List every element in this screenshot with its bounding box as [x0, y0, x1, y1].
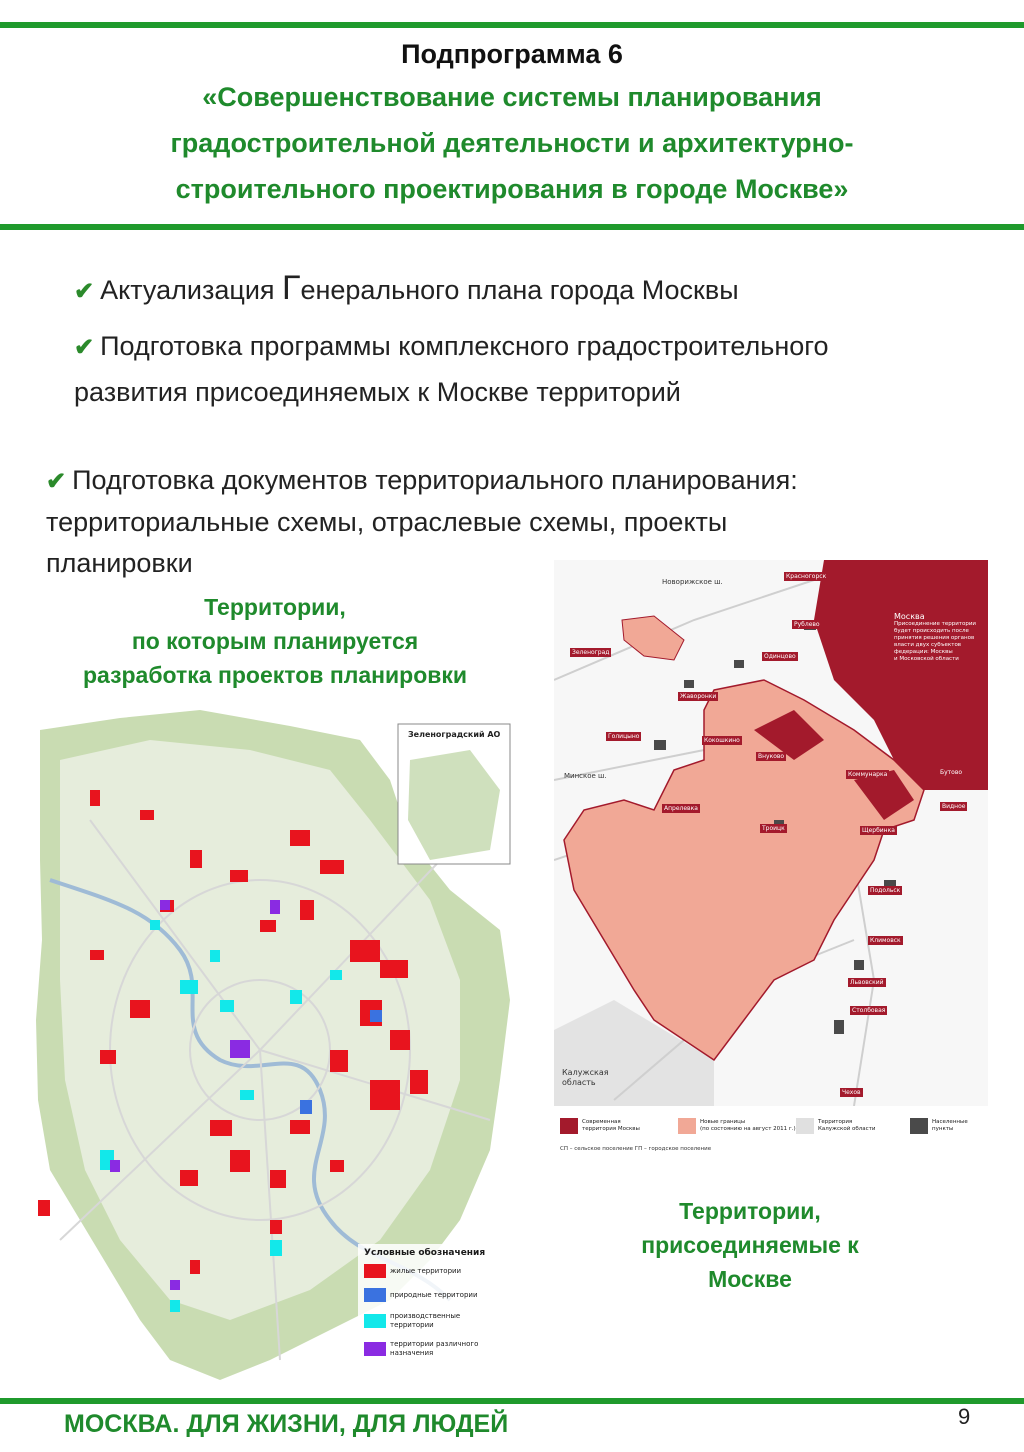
swatch-moscow	[560, 1118, 578, 1134]
legend-item-residential	[364, 1264, 506, 1278]
bullet-1-post: енерального плана города Москвы	[300, 275, 739, 305]
inset-label: Зеленоградский АО	[408, 730, 501, 739]
region-label	[562, 1068, 609, 1088]
place-label: Столбовая	[852, 1007, 886, 1014]
place-label: Чехов	[842, 1089, 861, 1096]
swatch-natural	[364, 1288, 386, 1302]
place-label: Рублево	[794, 621, 820, 628]
legend-label-various	[390, 1340, 478, 1358]
legend-label-various-2: назначения	[390, 1349, 434, 1357]
top-rule	[0, 22, 1024, 28]
caption-right-line-1: Территории,	[679, 1198, 821, 1224]
bullet-3-line-3: планировки	[46, 548, 193, 578]
legend-label-kaluga	[818, 1119, 875, 1133]
place-label: Апрелевка	[664, 805, 698, 812]
title-rule	[0, 224, 1024, 230]
moscow-note-line: будет происходить после	[894, 628, 969, 634]
legend-label-production	[390, 1312, 460, 1330]
place-label: Кокошкино	[704, 737, 740, 744]
left-legend-title: Условные обозначения	[364, 1248, 486, 1258]
legend-item-various	[364, 1340, 506, 1358]
svg-text:Новорижское ш.: Новорижское ш.	[662, 578, 723, 586]
page-title	[0, 34, 1024, 212]
swatch-residential	[364, 1264, 386, 1278]
caption-left-line-3: разработка проектов планировки	[82, 662, 468, 688]
legend-label-new-borders-1: Новые границы	[700, 1119, 746, 1125]
moscow-note-line: Присоединение территории	[894, 621, 976, 627]
left-legend	[364, 1248, 506, 1358]
legend-label-new-borders-2: (по состоянию на август 2011 г.)	[700, 1126, 796, 1132]
bullet-3-line-1: Подготовка документов территориального планирования:	[72, 465, 798, 495]
caption-planning-territories	[40, 590, 510, 692]
swatch-production	[364, 1314, 386, 1328]
legend-label-settlements-1: Населенные	[932, 1119, 968, 1125]
place-label: Зеленоград	[572, 649, 610, 656]
region-label-line-1: Калужская	[562, 1068, 609, 1077]
bullet-2-line-2: развития присоединяемых к Москве территорий	[74, 377, 681, 407]
legend-label-moscow-2: территория Москвы	[582, 1126, 640, 1132]
bullet-1-big-letter: Г	[282, 269, 301, 307]
legend-label-settlements	[932, 1119, 968, 1133]
caption-annexed-territories	[590, 1194, 910, 1296]
place-label: Коммунарка	[848, 771, 888, 778]
checkmark-icon: ✔	[74, 334, 95, 361]
legend-label-moscow	[582, 1119, 640, 1133]
moscow-title: Москва	[894, 612, 925, 621]
checkmark-icon: ✔	[74, 278, 95, 305]
swatch-new-borders	[678, 1118, 696, 1134]
swatch-kaluga	[796, 1118, 814, 1134]
place-label: Бутово	[940, 769, 963, 776]
page-number: 9	[958, 1404, 971, 1429]
place-label: Голицыно	[608, 733, 640, 740]
place-label: Климовск	[870, 937, 901, 944]
title-line-4: строительного проектирования в городе Москве»	[175, 174, 849, 204]
caption-right-line-2: присоединяемые к	[641, 1232, 859, 1258]
place-label: Львовский	[850, 979, 884, 986]
place-label: Внуково	[758, 753, 785, 760]
abbrev-note: СП – сельское поселение ГП – городское поселение	[560, 1146, 712, 1152]
place-label: Щербинка	[862, 827, 895, 834]
legend-label-moscow-1: Современная	[582, 1119, 621, 1125]
bullet-development-program	[74, 324, 829, 414]
bullet-general-plan	[74, 266, 739, 314]
legend-label-settlements-2: пункты	[932, 1126, 954, 1132]
title-line-2: «Совершенствование системы планирования	[202, 82, 822, 112]
checkmark-icon: ✔	[46, 468, 67, 495]
legend-item-production	[364, 1312, 506, 1330]
moscow-note	[894, 621, 984, 663]
moscow-note-line: власти двух субъектов	[894, 642, 962, 648]
title-line-1: Подпрограмма 6	[401, 39, 623, 69]
new-territories-map	[554, 560, 988, 1106]
legend-item-settlements	[910, 1118, 968, 1134]
legend-label-various-1: территории различного	[390, 1340, 479, 1348]
footer-rule	[0, 1398, 1024, 1404]
legend-label-production-1: производственные	[390, 1312, 461, 1320]
bullet-1-pre: Актуализация	[100, 275, 283, 305]
right-legend	[560, 1118, 990, 1162]
bullet-3-line-2: территориальные схемы, отраслевые схемы, проекты	[46, 507, 728, 537]
place-label: Одинцово	[764, 653, 796, 660]
legend-label-kaluga-2: Калужской области	[818, 1126, 876, 1132]
footer-slogan: МОСКВА. ДЛЯ ЖИЗНИ, ДЛЯ ЛЮДЕЙ	[64, 1410, 509, 1438]
moscow-note-line: и Московской области	[894, 656, 959, 662]
place-label: Троицк	[762, 825, 785, 832]
moscow-label	[894, 612, 984, 663]
region-label-line-2: область	[562, 1078, 596, 1087]
legend-label-kaluga-1: Территория	[818, 1119, 853, 1125]
caption-right-line-3: Москве	[708, 1266, 792, 1292]
planning-map	[30, 700, 514, 1390]
legend-label-natural: природные территории	[390, 1291, 478, 1299]
legend-item-kaluga	[796, 1118, 875, 1134]
place-label: Подольск	[870, 887, 901, 894]
caption-left-line-2: по которым планируется	[131, 628, 419, 654]
legend-item-new-borders	[678, 1118, 796, 1134]
swatch-settlements	[910, 1118, 928, 1134]
caption-left-line-1: Территории,	[204, 594, 346, 620]
swatch-various	[364, 1342, 386, 1356]
legend-item-moscow	[560, 1118, 640, 1134]
place-label: Жаворонки	[680, 693, 717, 700]
legend-label-production-2: территории	[390, 1321, 434, 1329]
place-label: Красногорск	[786, 573, 827, 580]
svg-text:Минское ш.: Минское ш.	[564, 772, 607, 780]
moscow-note-line: принятия решения органов	[894, 635, 975, 641]
title-line-3: градостроительной деятельности и архитектурно-	[170, 128, 854, 158]
legend-label-new-borders	[700, 1119, 796, 1133]
legend-item-natural	[364, 1288, 506, 1302]
moscow-note-line: федерации: Москвы	[894, 649, 953, 655]
place-label: Видное	[942, 803, 966, 810]
legend-label-residential: жилые территории	[390, 1267, 462, 1275]
bullet-2-line-1: Подготовка программы комплексного градостроительного	[100, 331, 829, 361]
